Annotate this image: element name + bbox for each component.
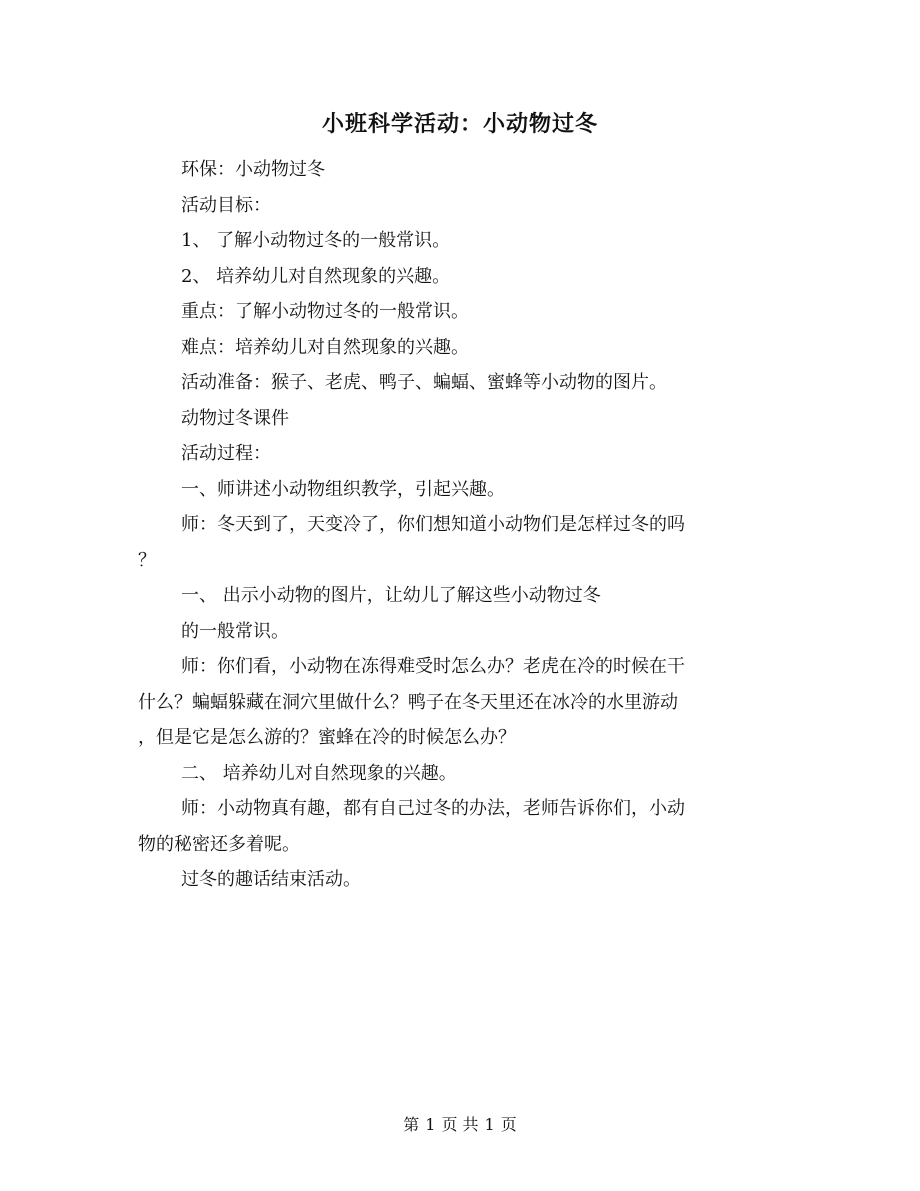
page-label-mid: 页 共 <box>441 1115 479 1134</box>
paragraph-line: 1、 了解小动物过冬的一般常识。 <box>181 230 451 251</box>
paragraph-line: 活动目标： <box>181 194 271 216</box>
paragraph-line: 难点：培养幼儿对自然现象的兴趣。 <box>181 336 469 358</box>
document-body <box>138 152 778 898</box>
paragraph-line: 动物过冬课件 <box>181 407 289 429</box>
current-page-number: 1 <box>425 1115 436 1134</box>
page-label-prefix: 第 <box>403 1115 420 1134</box>
paragraph-line: 师：小动物真有趣，都有自己过冬的办法，老师告诉你们，小动 <box>181 798 685 819</box>
paragraph-line: ，但是它是怎么游的？蜜蜂在冷的时候怎么办？ <box>138 727 516 748</box>
paragraph-line: 物的秘密还多着呢。 <box>138 833 300 855</box>
paragraph-line: 一、师讲述小动物组织教学，引起兴趣。 <box>181 478 505 500</box>
paragraph-line: 的一般常识。 <box>181 620 289 642</box>
paragraph-line: 什么？蝙蝠躲藏在洞穴里做什么？鸭子在冬天里还在冰冷的水里游动 <box>138 691 678 713</box>
total-page-number: 1 <box>484 1115 495 1134</box>
page-number-footer <box>0 1111 920 1139</box>
paragraph-line: 活动准备：猴子、老虎、鸭子、蝙蝠、蜜蜂等小动物的图片。 <box>181 372 667 393</box>
paragraph-line: 2、 培养幼儿对自然现象的兴趣。 <box>181 265 451 287</box>
paragraph-line: 重点：了解小动物过冬的一般常识。 <box>181 301 469 322</box>
document-title: 小班科学活动：小动物过冬 <box>321 111 598 137</box>
paragraph-line: 二、 培养幼儿对自然现象的兴趣。 <box>181 762 457 784</box>
paragraph-line: 环保：小动物过冬 <box>181 159 325 180</box>
paragraph-line: 过冬的趣话结束活动。 <box>181 869 361 890</box>
paragraph-line: 师：你们看，小动物在冻得难受时怎么办？老虎在冷的时候在干 <box>181 656 685 677</box>
paragraph-line: 活动过程： <box>181 443 271 464</box>
paragraph-line: 师：冬天到了，天变冷了，你们想知道小动物们是怎样过冬的吗 <box>181 514 685 535</box>
paragraph-line: ？ <box>138 549 156 571</box>
paragraph-line: 一、 出示小动物的图片，让幼儿了解这些小动物过冬 <box>181 585 601 606</box>
page-label-suffix: 页 <box>500 1115 517 1134</box>
